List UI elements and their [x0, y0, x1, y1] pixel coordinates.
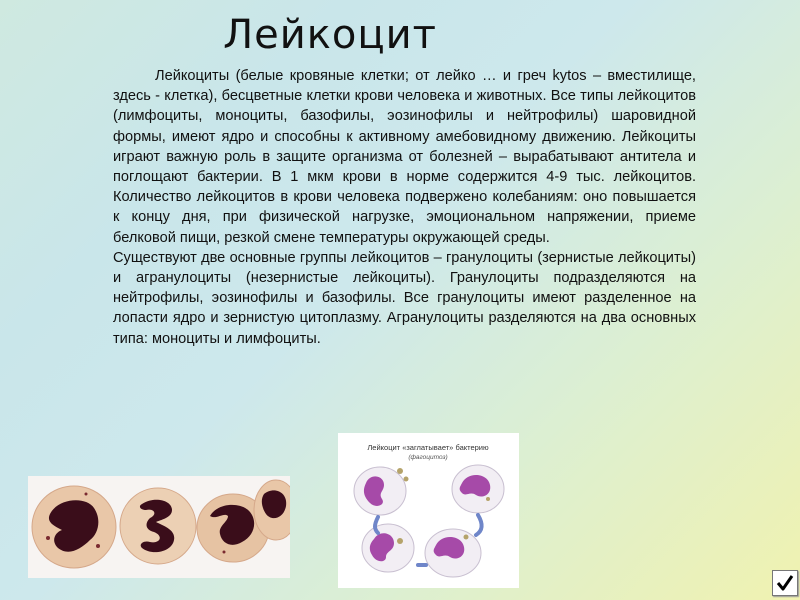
paragraph-2: Существуют две основные группы лейкоцитов – гранулоциты (зернистые лейкоциты) и агранулоциты (незернистые лейкоциты). Гранулоциты подразделяются на нейтрофилы, эозинофилы и базофилы. Все гранулоциты имеют разделенное на лопасти ядро и зернистую цитоплазму. Агранулоциты разделяются на два основных типа: моноциты и лимфоциты. [113, 249, 696, 347]
nav-return-button[interactable] [772, 570, 798, 596]
checkmark-icon [776, 574, 794, 592]
leukocyte-cells-illustration [28, 476, 290, 578]
figure-subcaption: (фагоцитоз) [408, 454, 448, 461]
figure-caption: Лейкоцит «заглатывает» бактерию [367, 443, 489, 452]
slide-title: Лейкоцит [223, 12, 437, 58]
slide-body [113, 66, 696, 349]
phagocytosis-illustration [338, 433, 519, 588]
paragraph-1: Лейкоциты (белые кровяные клетки; от лейко … и греч kytos – вместилище, здесь - клетка), бесцветные клетки крови человека и животных. Все типы лейкоцитов (лимфоциты, моноциты, базофилы, эозинофилы и нейтрофилы) шаровидной формы, имеют ядро и способны к активному амебовидному движению. Лейкоциты играют важную роль в защите организма от болезней – вырабатывают антитела и поглощают бактерии. В 1 мкм крови в норме содержится 4-9 тыс. лейкоцитов. Количество лейкоцитов в крови человека подвержено колебаниям: оно повышается к концу дня, при физической нагрузке, эмоциональном напряжении, приеме белковой пищи, резкой смене температуры окружающей среды. [113, 68, 696, 246]
leukocyte-micrograph [28, 476, 290, 578]
phagocytosis-figure [338, 433, 519, 588]
